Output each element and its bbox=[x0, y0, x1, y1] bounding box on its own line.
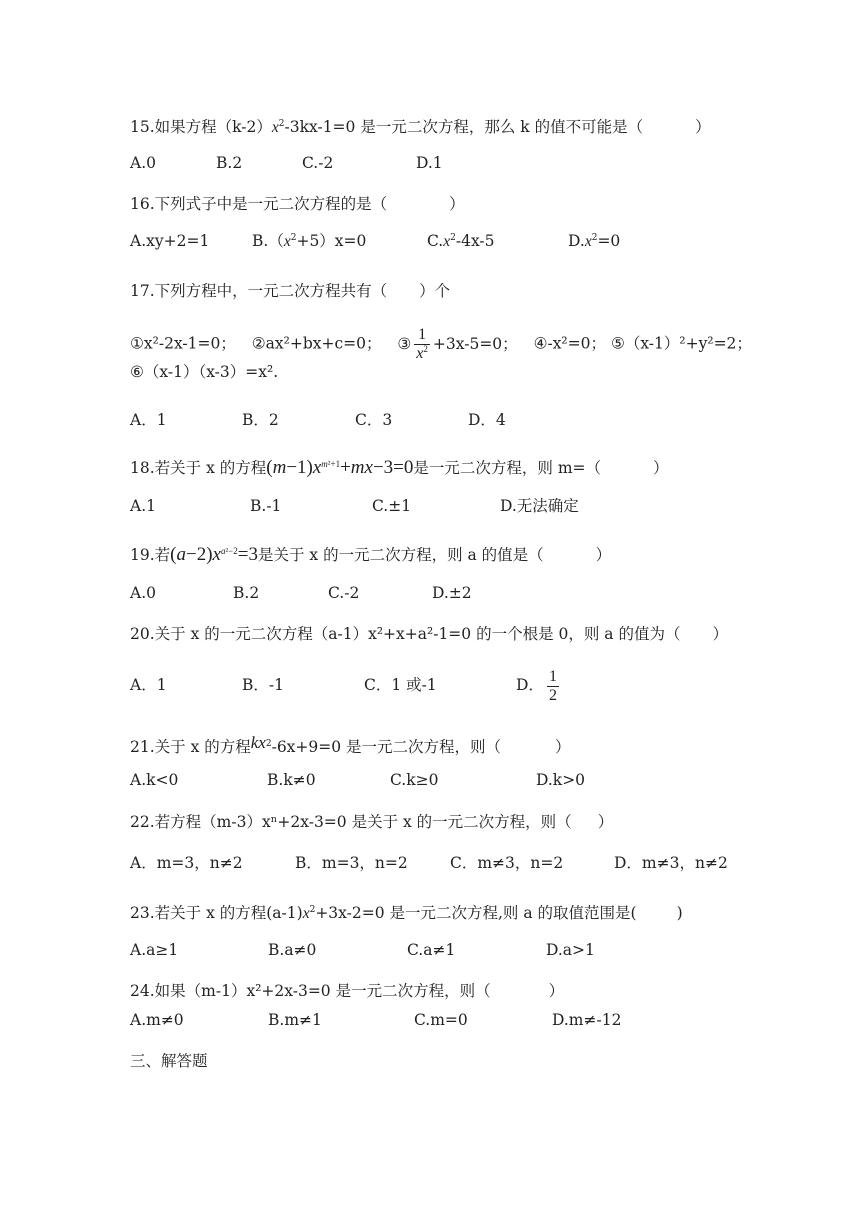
q24-option-d[interactable]: D.m≠-12 bbox=[552, 1011, 622, 1029]
q20-option-d[interactable]: D． $\frac{1}{2}$ bbox=[516, 667, 557, 704]
q19-equation: $(a-2)x^{a^2-2}=3$ bbox=[170, 544, 258, 565]
q17-item-4: ④-x²=0； bbox=[533, 334, 606, 353]
question-18-stem: 18.若关于 x 的方程$(m-1)x^{m^2+1}+mx-3=0$是一元二次方程，则 m=（ ） bbox=[130, 457, 669, 478]
q17-item-1: ①x²-2x-1=0； bbox=[130, 334, 236, 353]
q19-option-b[interactable]: B.2 bbox=[233, 584, 260, 602]
q17-item-3: ③ $\frac{1}{x^2}$ +3x-5=0； bbox=[397, 326, 518, 362]
q16-option-d[interactable]: $D.x^2=0$ bbox=[568, 232, 621, 250]
q23-option-a[interactable]: A.a≥1 bbox=[130, 941, 179, 959]
q22-option-d[interactable]: D．m≠3，n≠2 bbox=[614, 854, 728, 872]
q20-option-a[interactable]: A．1 bbox=[130, 676, 167, 694]
question-15-stem: 15.如果方程$(k-2)x^2-3kx-1=0$ 是一元二次方程，那么 k 的值不可能是（ ） bbox=[130, 118, 711, 136]
q18-equation: $(m-1)x^{m^2+1}+mx-3=0$ bbox=[266, 457, 414, 478]
q22-option-c[interactable]: C．m≠3，n=2 bbox=[450, 854, 564, 872]
q22-option-a[interactable]: A．m=3，n≠2 bbox=[130, 854, 243, 872]
q21-option-c[interactable]: C.k≥0 bbox=[390, 771, 439, 789]
question-17-stem: 17.下列方程中，一元二次方程共有（ ）个 bbox=[130, 282, 451, 300]
question-22-stem: 22.若方程（m-3）xⁿ+2x-3=0 是关于 x 的一元二次方程，则（ ） bbox=[130, 813, 614, 831]
q17-item-5: ⑤（x-1）²+y²=2； bbox=[610, 334, 752, 353]
q17-option-a[interactable]: A．1 bbox=[130, 411, 167, 429]
q19-option-d[interactable]: D.±2 bbox=[432, 584, 472, 602]
q16-option-b[interactable]: $B.(x^2+5)x=0$ bbox=[252, 232, 367, 250]
q24-option-c[interactable]: C.m=0 bbox=[414, 1011, 468, 1029]
q21-option-d[interactable]: D.k>0 bbox=[536, 771, 586, 789]
q17-item-2: ②ax²+bx+c=0； bbox=[251, 334, 382, 353]
q23-option-b[interactable]: B.a≠0 bbox=[268, 941, 317, 959]
section-3-heading: 三、解答题 bbox=[130, 1052, 208, 1070]
q21-option-a[interactable]: A.k<0 bbox=[130, 771, 179, 789]
question-20-stem: 20.关于 x 的一元二次方程（a-1）x²+x+a²-1=0 的一个根是 0，则 a 的值为（ ） bbox=[130, 625, 728, 643]
q24-option-a[interactable]: A.m≠0 bbox=[130, 1011, 184, 1029]
q24-option-b[interactable]: B.m≠1 bbox=[268, 1011, 322, 1029]
q17-items-row-1 bbox=[130, 326, 752, 363]
q17-option-c[interactable]: C．3 bbox=[355, 411, 393, 429]
q15-option-c[interactable]: C.-2 bbox=[302, 154, 334, 172]
q17-item-6: ⑥（x-1）（x-3）=x². bbox=[130, 363, 279, 381]
q21-option-b[interactable]: B.k≠0 bbox=[267, 771, 316, 789]
question-16-stem: 16.下列式子中是一元二次方程的是（ ） bbox=[130, 195, 465, 213]
q15-option-a[interactable]: A.0 bbox=[130, 154, 156, 172]
question-21-stem: 21.关于 x 的方程$kx^2-6x+9=0$ 是一元二次方程，则（ ） bbox=[130, 733, 571, 756]
q23-option-c[interactable]: C.a≠1 bbox=[407, 941, 456, 959]
q20-option-b[interactable]: B．-1 bbox=[242, 676, 284, 694]
question-19-stem: 19.若$(a-2)x^{a^2-2}=3$是关于 x 的一元二次方程，则 a 的值是（ ） bbox=[130, 544, 612, 565]
q19-option-a[interactable]: A.0 bbox=[130, 584, 156, 602]
q19-option-c[interactable]: C.-2 bbox=[328, 584, 360, 602]
q16-option-c[interactable]: $C.x^2-4x-5$ bbox=[427, 232, 495, 250]
q15-option-d[interactable]: D.1 bbox=[416, 154, 443, 172]
q17-option-b[interactable]: B．2 bbox=[242, 411, 279, 429]
q18-option-d[interactable]: D.无法确定 bbox=[500, 497, 579, 515]
q18-option-c[interactable]: C.±1 bbox=[372, 497, 412, 515]
q23-option-d[interactable]: D.a>1 bbox=[546, 941, 595, 959]
question-23-stem: 23.若关于 x 的方程$(a-1)x^2+3x-2=0$ 是一元二次方程,则 a 的取值范围是( ) bbox=[130, 904, 683, 922]
q15-option-b[interactable]: B.2 bbox=[216, 154, 243, 172]
q20-option-c[interactable]: C．1 或-1 bbox=[364, 676, 437, 694]
q22-option-b[interactable]: B．m=3，n=2 bbox=[295, 854, 408, 872]
q18-option-b[interactable]: B.-1 bbox=[250, 497, 282, 515]
q17-option-d[interactable]: D．4 bbox=[468, 411, 506, 429]
q18-option-a[interactable]: A.1 bbox=[130, 497, 156, 515]
q16-option-a[interactable]: A.xy+2=1 bbox=[130, 232, 210, 250]
question-24-stem: 24.如果（m-1）x²+2x-3=0 是一元二次方程，则（ ） bbox=[130, 982, 565, 1000]
